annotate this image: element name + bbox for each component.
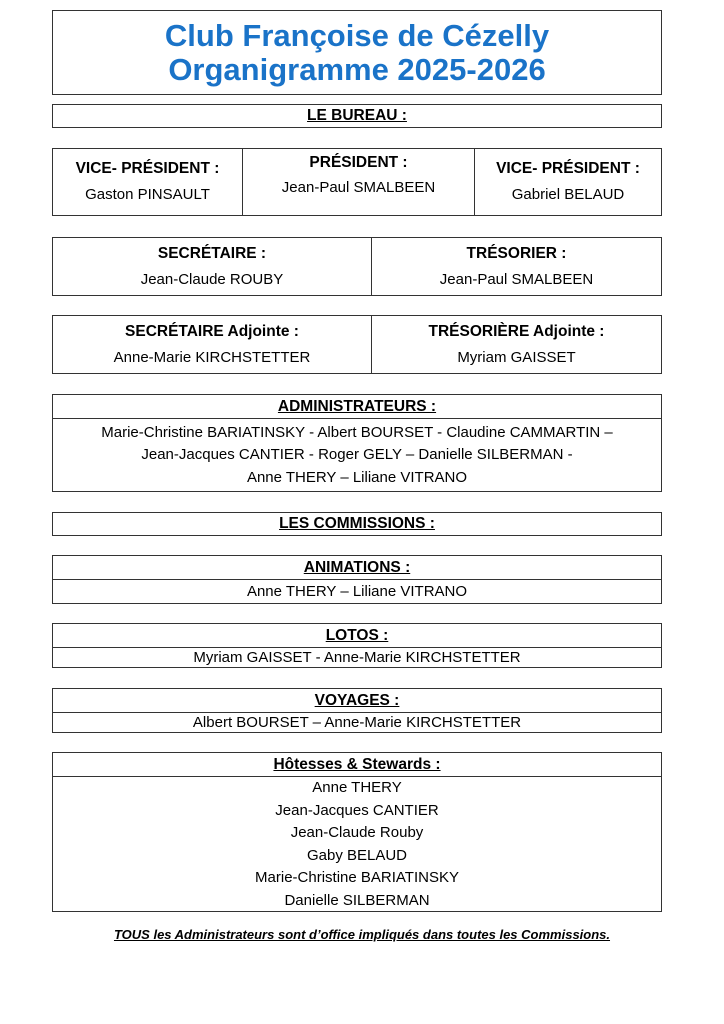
hostesses-member: Danielle SILBERMAN xyxy=(284,891,430,909)
hostesses-heading: Hôtesses & Stewards : xyxy=(273,755,441,773)
commissions-heading: LES COMMISSIONS : xyxy=(279,515,435,532)
hostesses-member: Marie-Christine BARIATINSKY xyxy=(255,869,459,886)
hostesses-member: Jean-Claude Rouby xyxy=(290,824,424,841)
president-name: Jean-Paul SMALBEEN xyxy=(281,179,436,196)
deputy-treasurer-role: TRÉSORIÈRE Adjointe : xyxy=(428,322,605,340)
voyages-box xyxy=(52,688,662,733)
lotos-members xyxy=(53,648,661,668)
animations-box xyxy=(52,555,662,604)
footer-note: TOUS les Administrateurs sont d’office impliqués dans toutes les Commissions. xyxy=(113,927,611,942)
bureau-heading: LE BUREAU : xyxy=(307,107,407,124)
bureau-heading-box xyxy=(52,104,662,128)
administrators-box xyxy=(52,394,662,492)
administrators-line: Jean-Jacques CANTIER - Roger GELY – Danielle SILBERMAN - xyxy=(141,446,573,464)
title-box xyxy=(52,10,662,95)
deputy-secretary-role: SECRÉTAIRE Adjointe : xyxy=(125,322,299,340)
lotos-heading: LOTOS : xyxy=(325,626,389,644)
lotos-box xyxy=(52,623,662,668)
lotos-heading-cell xyxy=(53,624,661,648)
hostesses-list xyxy=(53,777,661,912)
presidency-row xyxy=(52,148,662,216)
deputy-secretary xyxy=(53,316,371,373)
voyages-members xyxy=(53,713,661,733)
president-role: PRÉSIDENT : xyxy=(309,154,408,171)
officers-row xyxy=(52,237,662,296)
voyages-members-text: Albert BOURSET – Anne-Marie KIRCHSTETTER xyxy=(192,713,522,731)
lotos-members-text: Myriam GAISSET - Anne-Marie KIRCHSTETTER xyxy=(193,648,521,666)
administrators-heading: ADMINISTRATEURS : xyxy=(277,397,437,415)
administrators-line: Anne THERY – Liliane VITRANO xyxy=(246,468,468,486)
hostesses-member: Jean-Jacques CANTIER xyxy=(275,801,439,819)
president xyxy=(242,149,474,215)
vice-president-right xyxy=(474,149,661,215)
animations-heading-cell xyxy=(53,556,661,580)
hostesses-box xyxy=(52,752,662,912)
vice-president-right-role: VICE- PRÉSIDENT : xyxy=(496,160,640,177)
club-name: Club Françoise de Cézelly xyxy=(164,17,550,53)
animations-members xyxy=(53,580,661,604)
voyages-heading: VOYAGES : xyxy=(314,691,400,709)
org-chart-title: Organigramme 2025-2026 xyxy=(168,51,546,87)
deputy-treasurer-name: Myriam GAISSET xyxy=(457,348,576,366)
vice-president-right-name: Gabriel BELAUD xyxy=(511,186,625,203)
secretary xyxy=(53,238,371,295)
hostesses-heading-cell xyxy=(53,753,661,777)
vice-president-left-name: Gaston PINSAULT xyxy=(85,186,210,203)
deputy-secretary-name: Anne-Marie KIRCHSTETTER xyxy=(113,348,311,366)
animations-members-text: Anne THERY – Liliane VITRANO xyxy=(246,582,468,600)
treasurer-name: Jean-Paul SMALBEEN xyxy=(439,270,594,288)
secretary-name: Jean-Claude ROUBY xyxy=(140,270,284,288)
animations-heading: ANIMATIONS : xyxy=(303,558,411,576)
vice-president-left xyxy=(53,149,242,215)
administrators-line: Marie-Christine BARIATINSKY - Albert BOURSET - Claudine CAMMARTIN – xyxy=(101,423,613,441)
treasurer xyxy=(371,238,661,295)
administrators-list xyxy=(53,419,661,492)
hostesses-member: Anne THERY xyxy=(312,779,402,796)
administrators-heading-cell xyxy=(53,395,661,419)
hostesses-member: Gaby BELAUD xyxy=(306,846,408,864)
vice-president-left-role: VICE- PRÉSIDENT : xyxy=(75,160,220,177)
voyages-heading-cell xyxy=(53,689,661,713)
treasurer-role: TRÉSORIER : xyxy=(466,244,567,262)
deputies-row xyxy=(52,315,662,374)
deputy-treasurer xyxy=(371,316,661,373)
commissions-heading-box xyxy=(52,512,662,536)
secretary-role: SECRÉTAIRE : xyxy=(157,244,267,262)
